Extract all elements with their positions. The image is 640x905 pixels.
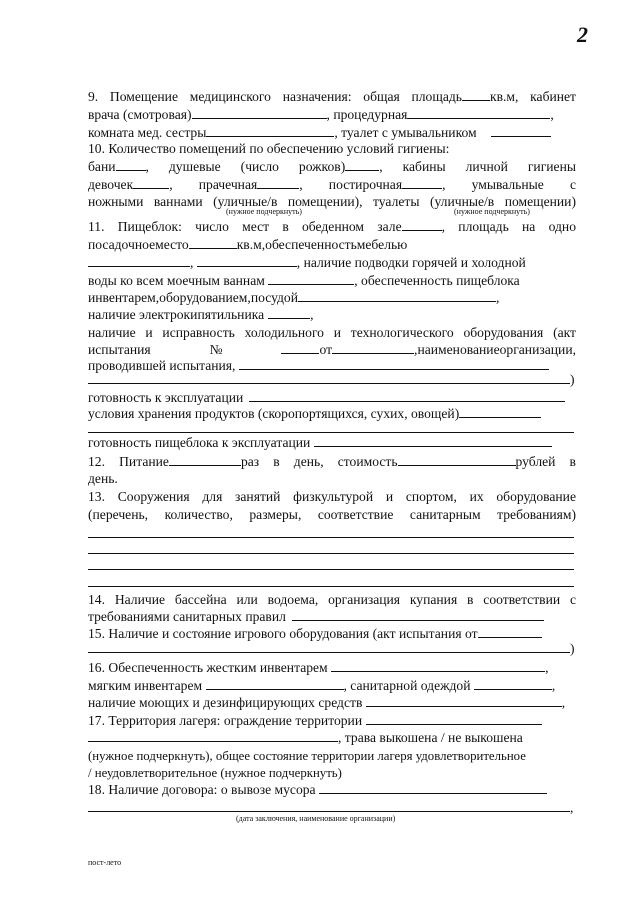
blank-line bbox=[88, 553, 574, 554]
footer-label: пост-лето bbox=[88, 858, 122, 867]
blank bbox=[268, 272, 354, 285]
s10-text: девочек bbox=[88, 177, 134, 192]
s16-text: , bbox=[545, 660, 549, 675]
s14-text: требованиями санитарных правил bbox=[88, 609, 286, 624]
blank bbox=[478, 625, 542, 638]
s10-note-2: (нужное подчеркнуть) bbox=[454, 207, 530, 216]
s11-line-12 bbox=[88, 405, 576, 423]
s11-text: , площадь на одно bbox=[441, 219, 576, 234]
s11-text: наименование bbox=[417, 342, 500, 357]
s16-line-1 bbox=[88, 659, 576, 677]
page-number: 2 bbox=[577, 22, 588, 47]
s10-text: , умывальные с bbox=[442, 177, 576, 192]
s17-line-2 bbox=[88, 729, 576, 747]
s10-text: , кабины личной гигиены bbox=[379, 159, 576, 174]
s15-text: ) bbox=[570, 641, 575, 656]
s16-text: наличие моющих и дезинфицирующих средств bbox=[88, 695, 363, 710]
s11-text: посудой bbox=[250, 290, 299, 305]
blank bbox=[398, 453, 516, 466]
s17-text: (нужное подчеркнуть), общее состояние территории лагеря удовлетворительное bbox=[88, 749, 526, 763]
blank bbox=[331, 659, 545, 672]
s11-line-1 bbox=[88, 218, 576, 236]
s10-text: , прачечная bbox=[169, 177, 258, 192]
s11-line-10 bbox=[88, 371, 576, 389]
s11-text: условия хранения продуктов (скоропортящихся, сухих, овощей) bbox=[88, 406, 460, 421]
s10-text: , душевые (число рожков) bbox=[145, 159, 346, 174]
s11-text: , bbox=[496, 290, 500, 305]
s11-line-7 bbox=[88, 324, 576, 342]
s11-text: , наличие подводки горячей и холодной bbox=[296, 255, 526, 270]
blank bbox=[189, 236, 237, 249]
blank bbox=[319, 781, 547, 794]
s11-line-6 bbox=[88, 306, 576, 324]
s18-note: (дата заключения, наименование организации) bbox=[236, 814, 396, 823]
blank-line bbox=[88, 537, 574, 538]
s16-text: , санитарной одеждой bbox=[343, 678, 471, 693]
s18-text: , bbox=[570, 800, 574, 815]
s16-text: , bbox=[551, 678, 556, 693]
s14-line-1 bbox=[88, 591, 576, 609]
s12-text: 12. Питание bbox=[88, 454, 169, 469]
s11-line-13 bbox=[88, 434, 576, 452]
s16-text: , bbox=[561, 695, 566, 710]
blank bbox=[462, 88, 490, 101]
s11-text: обеспеченность bbox=[265, 237, 357, 252]
s14-line-2 bbox=[88, 608, 576, 626]
s11-text: оборудованием, bbox=[159, 290, 251, 305]
s11-text: инвентарем, bbox=[88, 290, 160, 305]
s9-text: , процедурная bbox=[326, 107, 408, 122]
s11-text: посадочное bbox=[88, 237, 156, 252]
s13-line-1 bbox=[88, 488, 576, 506]
s11-text: готовность к эксплуатации bbox=[88, 390, 244, 405]
s11-text: от bbox=[319, 342, 333, 357]
blank-line bbox=[88, 432, 574, 433]
blank-line bbox=[88, 586, 574, 587]
blank bbox=[88, 640, 570, 653]
s9-text: , туалет с умывальником bbox=[334, 125, 477, 140]
s14-text: 14. Наличие бассейна или водоема, организация купания в соответствии с bbox=[88, 592, 576, 607]
s17-line-4 bbox=[88, 764, 576, 782]
blank bbox=[345, 158, 379, 171]
s9-text: кв.м, кабинет bbox=[489, 89, 577, 104]
s18-line-1 bbox=[88, 781, 576, 799]
s10-text: 10. Количество помещений по обеспечению условий гигиены: bbox=[88, 141, 450, 156]
s11-line-5 bbox=[88, 289, 576, 307]
s12-text: раз в день, стоимость bbox=[240, 454, 398, 469]
blank bbox=[116, 158, 146, 171]
blank bbox=[491, 124, 551, 137]
blank bbox=[474, 677, 552, 690]
s11-text: наличие электрокипятильника bbox=[88, 307, 265, 322]
blank bbox=[206, 677, 344, 690]
s10-line-1 bbox=[88, 140, 576, 158]
s16-text: 16. Обеспеченность жестким инвентарем bbox=[88, 660, 328, 675]
s9-text: , bbox=[550, 107, 554, 122]
blank bbox=[402, 176, 442, 189]
s17-text: , трава выкошена / не выкошена bbox=[338, 730, 523, 745]
blank bbox=[268, 306, 310, 319]
s9-line-1 bbox=[88, 88, 576, 106]
blank bbox=[197, 254, 297, 267]
s13-text: 13. Сооружения для занятий физкультурой и спортом, их оборудование bbox=[88, 489, 576, 504]
s11-text: место bbox=[155, 237, 189, 252]
blank bbox=[459, 405, 541, 418]
blank bbox=[88, 799, 570, 812]
blank bbox=[366, 712, 542, 725]
s11-text: , bbox=[414, 342, 418, 357]
s11-text: , обеспеченность пищеблока bbox=[354, 273, 520, 288]
s13-text: (перечень, количество, размеры, соответствие санитарным требованиям) bbox=[88, 507, 576, 522]
blank bbox=[206, 124, 334, 137]
blank bbox=[169, 453, 241, 466]
s11-text: организации, bbox=[499, 342, 576, 357]
s11-text: кв.м, bbox=[236, 237, 266, 252]
s10-text: , постирочная bbox=[299, 177, 403, 192]
s11-text: проводившей испытания, bbox=[88, 358, 236, 373]
s11-line-4 bbox=[88, 272, 576, 290]
s10-text: ножными ваннами (уличные/в помещении), туалеты (уличные/в помещении) bbox=[88, 194, 576, 209]
blank bbox=[298, 289, 496, 302]
s10-note-1: (нужное подчеркнуть) bbox=[226, 207, 302, 216]
blank bbox=[402, 218, 442, 231]
s11-text: ) bbox=[570, 372, 575, 387]
s10-text: бани bbox=[88, 159, 116, 174]
blank bbox=[257, 176, 299, 189]
blank bbox=[192, 106, 327, 119]
s15-text: 15. Наличие и состояние игрового оборудования (акт испытания от bbox=[88, 626, 478, 641]
s17-text: 17. Территория лагеря: ограждение территории bbox=[88, 713, 363, 728]
s16-text: мягким инвентарем bbox=[88, 678, 203, 693]
blank-line bbox=[88, 569, 574, 570]
blank bbox=[314, 434, 552, 447]
blank bbox=[407, 106, 550, 119]
s11-text: мебелью bbox=[356, 237, 408, 252]
s17-line-1 bbox=[88, 712, 576, 730]
s9-line-2 bbox=[88, 106, 576, 124]
s12-text: рублей в bbox=[515, 454, 576, 469]
s16-line-3 bbox=[88, 694, 576, 712]
s18-text: 18. Наличие договора: о вывозе мусора bbox=[88, 782, 316, 797]
blank bbox=[88, 729, 338, 742]
s9-text: 9. Помещение медицинского назначения: общая площадь bbox=[88, 89, 462, 104]
s9-text: врача (смотровая) bbox=[88, 107, 192, 122]
s11-line-3: , , наличие подводки горячей и холодной bbox=[88, 254, 576, 272]
s17-line-3 bbox=[88, 747, 576, 765]
s11-text: , bbox=[310, 307, 314, 322]
s15-line-2 bbox=[88, 640, 576, 658]
s12-line-2 bbox=[88, 470, 576, 488]
blank bbox=[133, 176, 169, 189]
blank bbox=[249, 389, 565, 402]
s11-text: 11. Пищеблок: число мест в обеденном зале bbox=[88, 219, 402, 234]
s10-line-2 bbox=[88, 158, 576, 176]
blank bbox=[88, 371, 570, 384]
s17-text: / неудовлетворительное (нужное подчеркнуть) bbox=[88, 766, 342, 780]
s16-line-2 bbox=[88, 677, 576, 695]
s10-line-3 bbox=[88, 176, 576, 194]
blank bbox=[332, 341, 414, 354]
blank bbox=[281, 341, 319, 354]
blank bbox=[366, 694, 562, 707]
s11-text: воды ко всем моечным ваннам bbox=[88, 273, 265, 288]
s9-text: комната мед. сестры bbox=[88, 125, 207, 140]
s11-text: наличие и исправность холодильного и технологического оборудования (акт bbox=[88, 325, 576, 340]
s11-line-2 bbox=[88, 236, 576, 254]
blank bbox=[292, 608, 544, 621]
s13-line-2 bbox=[88, 506, 576, 524]
s11-text: готовность пищеблока к эксплуатации bbox=[88, 435, 311, 450]
blank bbox=[88, 254, 190, 267]
s11-text: испытания bbox=[88, 342, 151, 357]
s12-text: день. bbox=[88, 471, 118, 486]
blank bbox=[239, 357, 549, 370]
s11-text: № bbox=[150, 342, 282, 357]
s12-line-1 bbox=[88, 453, 576, 471]
